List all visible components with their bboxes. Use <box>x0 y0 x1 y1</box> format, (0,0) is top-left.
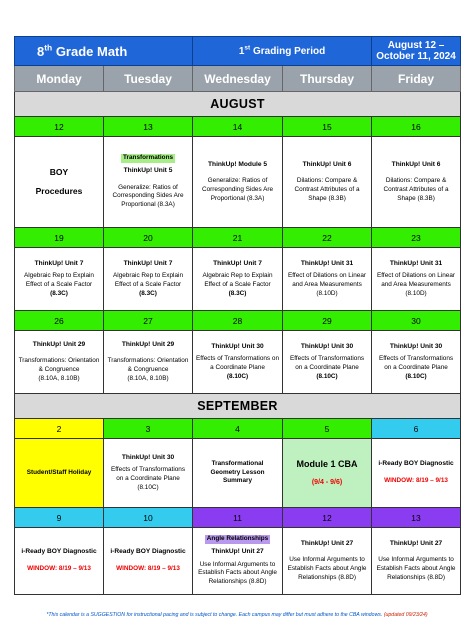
date-cell: 9 <box>15 508 104 528</box>
lesson-cell <box>283 528 372 595</box>
lesson-text: Use Informal Arguments to Establish Facts about Angle Relationships (8.8D) <box>376 556 456 581</box>
day-tuesday: Tuesday <box>104 66 193 92</box>
lesson-cell <box>283 137 372 228</box>
unit-label: ThinkUp! Unit 30 <box>211 342 264 350</box>
lesson-text: Transformations: Orientation & Congruence <box>18 357 100 374</box>
calendar-header <box>15 37 461 66</box>
date-cell: 3 <box>104 419 193 439</box>
date-row <box>15 311 461 331</box>
grading-period: 1st Grading Period <box>193 37 372 66</box>
unit-label: ThinkUp! Unit 31 <box>389 259 443 267</box>
lesson-cell <box>283 331 372 394</box>
footer-disclaimer: *This calendar is a SUGGESTION for instructional pacing and is subject to change. Each campus may differ but must adhere to the CBA windows. <box>46 612 383 618</box>
date-cell: 12 <box>15 117 104 137</box>
unit-label: ThinkUp! Unit 7 <box>213 259 262 267</box>
unit-label: ThinkUp! Unit 6 <box>302 160 352 168</box>
content-row <box>15 248 461 311</box>
lesson-text: Effects of Transformations on a Coordinate Plane <box>196 355 280 372</box>
lesson-cell <box>193 331 283 394</box>
date-cell: 20 <box>104 228 193 248</box>
date-cell: 5 <box>283 419 372 439</box>
cba-title: Module 1 CBA <box>296 459 358 470</box>
date-cell: 26 <box>15 311 104 331</box>
date-cell: 13 <box>372 508 461 528</box>
date-cell: 13 <box>104 117 193 137</box>
cba-cell <box>283 439 372 508</box>
lesson-text: Algebraic Rep to Explain Effect of a Scale Factor <box>113 272 183 289</box>
lesson-cell <box>193 528 283 595</box>
unit-label: ThinkUp! Unit 29 <box>32 340 86 348</box>
unit-label: ThinkUp! Unit 27 <box>300 539 354 547</box>
standard-code: (8.10C) <box>137 483 159 491</box>
unit-label: ThinkUp! Unit 30 <box>121 453 175 461</box>
date-cell: 14 <box>193 117 283 137</box>
lesson-cell <box>104 331 193 394</box>
lesson-text: Dilations: Compare & Contrast Attributes of a Shape (8.3B) <box>294 177 360 202</box>
lesson-cell <box>372 528 461 595</box>
date-cell: 30 <box>372 311 461 331</box>
month-row-september <box>15 394 461 419</box>
standard-code: (8.10C) <box>316 372 338 380</box>
date-cell: 21 <box>193 228 283 248</box>
month-row-august <box>15 92 461 117</box>
diagnostic-title: i-Ready BOY Diagnostic <box>378 460 454 468</box>
lesson-cell <box>372 248 461 311</box>
lesson-text: Use Informal Arguments to Establish Facts about Angle Relationships (8.8D) <box>198 560 277 586</box>
diagnostic-cell <box>104 528 193 595</box>
unit-label: ThinkUp! Unit 5 <box>123 166 173 174</box>
standard-code: (8.3C) <box>50 289 68 297</box>
lesson-cell <box>372 331 461 394</box>
lesson-cell <box>104 248 193 311</box>
date-cell: 19 <box>15 228 104 248</box>
lesson-cell <box>104 439 193 508</box>
date-cell: 10 <box>104 508 193 528</box>
grade-title: 8th Grade Math <box>15 37 193 66</box>
lesson-cell <box>283 248 372 311</box>
standard-code: (8.10C) <box>405 372 427 380</box>
date-row <box>15 228 461 248</box>
standard-code: (8.3C) <box>139 289 157 297</box>
day-thursday: Thursday <box>283 66 372 92</box>
diagnostic-cell <box>372 439 461 508</box>
unit-label: ThinkUp! Unit 7 <box>34 259 84 267</box>
unit-label: ThinkUp! Unit 7 <box>123 259 173 267</box>
diagnostic-window: WINDOW: 8/19 – 9/13 <box>116 565 180 573</box>
standard-code: (8.10A, 8.10B) <box>38 374 80 382</box>
date-cell: 6 <box>372 419 461 439</box>
lesson-text: Generalize: Ratios of Corresponding Sides Are Proportional (8.3A) <box>201 177 274 202</box>
lesson-cell <box>193 439 283 508</box>
unit-label: ThinkUp! Unit 30 <box>389 342 443 350</box>
date-cell: 4 <box>193 419 283 439</box>
date-cell: 12 <box>283 508 372 528</box>
footer-updated: (updated 09/23/24) <box>383 612 428 618</box>
date-cell: 2 <box>15 419 104 439</box>
diagnostic-window: WINDOW: 8/19 – 9/13 <box>384 477 448 485</box>
diagnostic-title: i-Ready BOY Diagnostic <box>21 548 97 556</box>
lesson-text: Use Informal Arguments to Establish Facts about Angle Relationships (8.8D) <box>287 556 367 581</box>
standard-code: (8.10D) <box>405 289 427 297</box>
lesson-summary: Transformational Geometry Lesson Summary <box>210 460 265 485</box>
lesson-text: Effects of Transformations on a Coordinate Plane <box>289 355 365 372</box>
month-september: SEPTEMBER <box>15 394 461 419</box>
lesson-text: Effects of Transformations on a Coordinate Plane <box>110 466 186 483</box>
topic-tag: Transformations <box>122 154 174 162</box>
holiday-cell <box>15 439 104 508</box>
date-cell: 11 <box>193 508 283 528</box>
lesson-cell <box>15 331 104 394</box>
diagnostic-cell <box>15 528 104 595</box>
cba-dates: (9/4 - 9/6) <box>311 479 343 487</box>
diagnostic-title: i-Ready BOY Diagnostic <box>110 548 186 556</box>
lesson-text: Algebraic Rep to Explain Effect of a Scale Factor <box>202 272 273 289</box>
content-row <box>15 528 461 595</box>
unit-label: ThinkUp! Unit 27 <box>389 539 443 547</box>
lesson-cell <box>372 137 461 228</box>
lesson-cell <box>193 137 283 228</box>
lesson-cell <box>15 248 104 311</box>
holiday-text: Student/Staff Holiday <box>26 468 92 476</box>
content-row <box>15 137 461 228</box>
standard-code: (8.10A, 8.10B) <box>127 374 169 382</box>
topic-tag: Angle Relationships <box>206 535 269 543</box>
lesson-cell <box>104 137 193 228</box>
lesson-cell <box>193 248 283 311</box>
date-row <box>15 419 461 439</box>
lesson-text: Effect of Dilations on Linear and Area Measurements <box>377 272 456 289</box>
standard-code: (8.10D) <box>316 289 338 297</box>
month-august: AUGUST <box>15 92 461 117</box>
boy-line-1: BOY <box>49 167 69 178</box>
date-row <box>15 508 461 528</box>
footer-note <box>0 612 474 618</box>
lesson-text: Generalize: Ratios of Corresponding Sides Are Proportional (8.3A) <box>112 183 184 209</box>
content-row <box>15 439 461 508</box>
lesson-cell <box>15 137 104 228</box>
day-friday: Friday <box>372 66 461 92</box>
date-cell: 15 <box>283 117 372 137</box>
unit-label: ThinkUp! Unit 29 <box>121 340 175 348</box>
standard-code: (8.10C) <box>226 372 249 380</box>
unit-label: ThinkUp! Unit 27 <box>211 547 264 555</box>
unit-label: ThinkUp! Unit 6 <box>391 160 441 168</box>
unit-label: ThinkUp! Unit 30 <box>300 342 354 350</box>
lesson-text: Effect of Dilations on Linear and Area Measurements <box>288 272 367 289</box>
boy-line-2: Procedures <box>35 186 83 196</box>
period-dates: August 12 – October 11, 2024 <box>372 37 461 66</box>
date-cell: 27 <box>104 311 193 331</box>
lesson-text: Algebraic Rep to Explain Effect of a Scale Factor <box>24 272 94 289</box>
date-cell: 22 <box>283 228 372 248</box>
lesson-text: Dilations: Compare & Contrast Attributes of a Shape (8.3B) <box>383 177 449 202</box>
content-row <box>15 331 461 394</box>
unit-label: ThinkUp! Unit 31 <box>300 259 354 267</box>
date-row <box>15 117 461 137</box>
date-cell: 16 <box>372 117 461 137</box>
weekday-row <box>15 66 461 92</box>
unit-label: ThinkUp! Module 5 <box>208 160 267 168</box>
day-wednesday: Wednesday <box>193 66 283 92</box>
diagnostic-window: WINDOW: 8/19 – 9/13 <box>27 565 91 573</box>
date-cell: 23 <box>372 228 461 248</box>
standard-code: (8.3C) <box>228 289 247 297</box>
lesson-text: Effects of Transformations on a Coordinate Plane <box>378 355 454 372</box>
pacing-calendar <box>14 36 461 595</box>
date-cell: 28 <box>193 311 283 331</box>
lesson-text: Transformations: Orientation & Congruence <box>107 357 189 374</box>
day-monday: Monday <box>15 66 104 92</box>
date-cell: 29 <box>283 311 372 331</box>
